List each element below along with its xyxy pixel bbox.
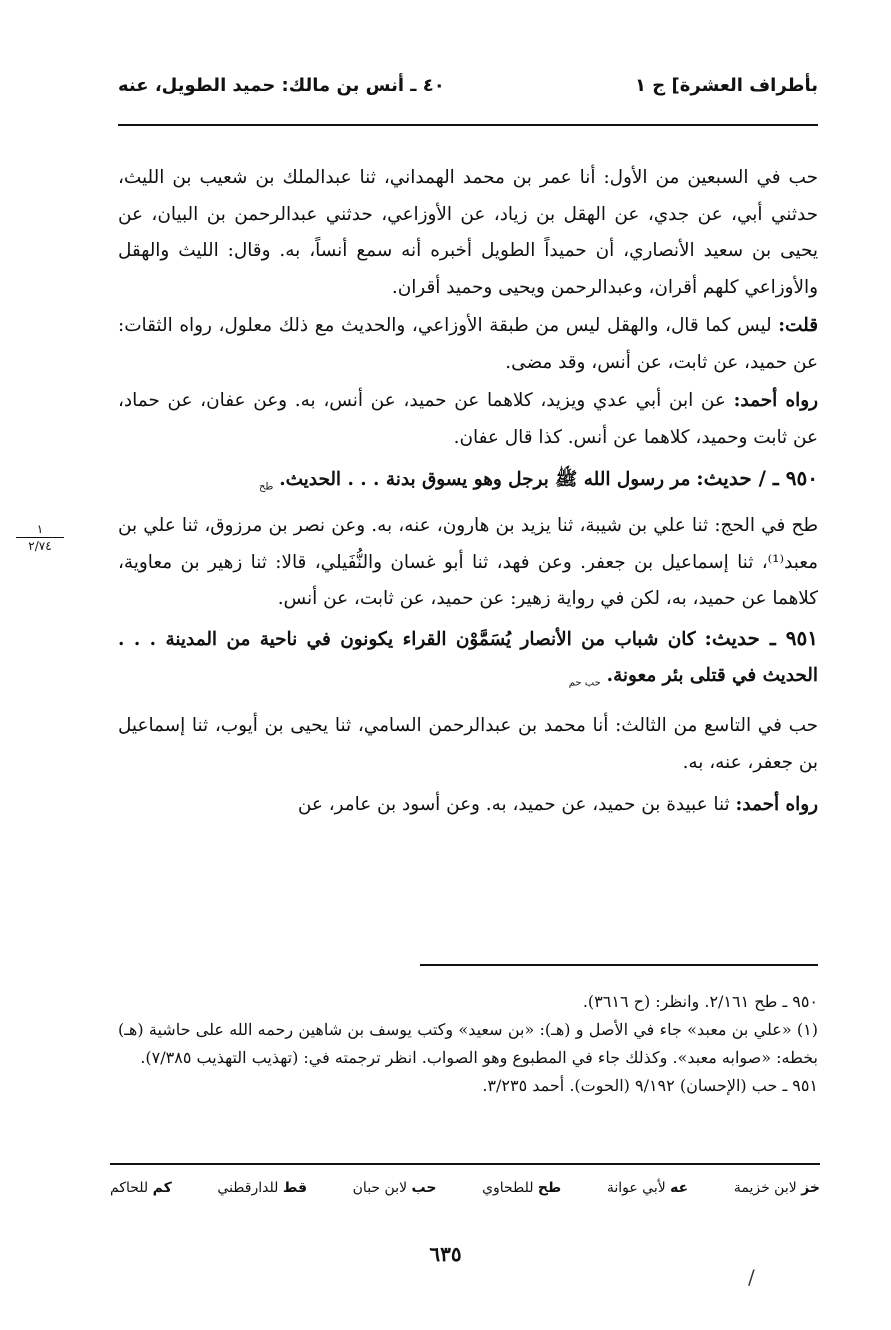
abbr-item: قط للدارقطني [217,1180,308,1196]
paragraph-ahmad-2 [118,787,818,824]
pen-mark: / [748,1265,755,1289]
abbr-item: طح للطحاوي [482,1180,562,1196]
section-title: ٤٠ ـ أنس بن مالك: حميد الطويل، عنه [118,75,445,96]
paragraph-hb-70: حب في السبعين من الأول: أنا عمر بن محمد الهمداني، ثنا عبدالملك بن شعيب بن الليث، حدثني أبي، عن جدي، عن الهقل بن زياد، عن الأوزاعي، حدثني عبدالرحمن بن البيان، عن يحيى بن سعيد الأنصاري، أن حميداً الطويل أخبره أنه سمع أنساً، به. وقال: الليث والهقل والأوزاعي كلهم أقران، وعبدالرحمن ويحيى وحميد أقران. [118,167,818,298]
hadith-950-number: ٩٥٠ ـ / حديث: [696,466,818,490]
ahmad-label: رواه أحمد: [733,390,818,411]
abbreviations-rule [110,1163,820,1165]
footnote-951: ٩٥١ ـ حب (الإحسان) ٩/١٩٢ (الحوت). أحمد ٣/٢٣٥. [482,1076,818,1095]
page-number: ٦٣٥ [429,1242,462,1266]
footnotes [118,988,818,1100]
header-rule [118,124,818,126]
ahmad2-label: رواه أحمد: [735,794,818,816]
book-title: بأطراف العشرة] ج ١ [635,75,818,96]
footnote-950: ٩٥٠ ـ طح ٢/١٦١. وانظر: (ح ٣٦١٦). [582,992,818,1011]
footnote-1: (١) «علي بن معبد» جاء في الأصل و (هـ): «بن سعيد» وكتب يوسف بن شاهين رحمه الله على حاشية (هـ) بخطه: «صوابه معبد». وكذلك جاء في المطبوع وهو الصواب. انظر ترجمته في: (تهذيب التهذيب ٧/٣٨٥). [118,1020,818,1067]
hadith-951-number: ٩٥١ ـ حديث: [704,625,818,650]
ahmad2-text: ثنا عبيدة بن حميد، عن حميد، به. وعن أسود بن عامر، عن [297,794,730,816]
abbr-item: كم للحاكم [110,1180,172,1196]
paragraph-hb-9: حب في التاسع من الثالث: أنا محمد بن عبدالرحمن السامي، ثنا يحيى بن أيوب، ثنا إسماعيل بن جعفر، عنه، به. [118,715,818,773]
ahmad-text: عن ابن أبي عدي ويزيد، كلاهما عن حميد، عن أنس، به. وعن عفان، عن حماد، عن ثابت وحميد، كلاهما عن أنس. كذا قال عفان. [118,390,818,448]
qultu-text: ليس كما قال، والهقل ليس من طبقة الأوزاعي، والحديث مع ذلك معلول، رواه الثقات: عن حميد، عن ثابت، عن أنس، وقد مضى. [118,315,818,373]
qultu-label: قلت: [778,315,818,336]
hadith-950-text: مر رسول الله ﷺ برجل وهو يسوق بدنة . . . الحديث. [279,469,691,490]
abbr-item: خز لابن خزيمة [733,1180,820,1196]
abbr-item: عه لأبي عوانة [606,1180,689,1196]
abbr-item: حب لابن حبان [352,1180,437,1196]
margin-ref-top: ١ [36,522,44,536]
margin-ref-bottom: ٢/٧٤ [28,539,52,553]
abbreviation-key [110,1180,820,1196]
hadith-951-source: حب حم [568,677,601,689]
hadith-951 [118,620,818,703]
hadith-950-source: طح [258,481,274,493]
main-text [118,160,818,824]
paragraph-qultu [118,308,818,381]
paragraph-ahmad-1 [118,383,818,456]
running-header [118,75,818,111]
paragraph-tah-hajj: طح في الحج: ثنا علي بن شيبة، ثنا يزيد بن هارون، عنه، به. وعن نصر بن مرزوق، ثنا علي بن معبد⁽¹⁾، ثنا إسماعيل بن جعفر. وعن فهد، ثنا أبو غسان والنُّفَيلي، قالا: ثنا زهير بن معاوية، كلاهما عن حميد، به، لكن في رواية زهير: عن حميد، عن ثابت، عن أنس. [118,515,818,610]
footnote-rule [420,964,818,966]
hadith-950 [118,460,818,506]
margin-ref-divider [16,537,64,538]
margin-volume-reference [16,522,64,553]
hadith-951-text: كان شباب من الأنصار يُسَمَّوْن القراء يكونون في ناحية من المدينة . . . الحديث في قتلى بئر معونة. [118,628,818,687]
